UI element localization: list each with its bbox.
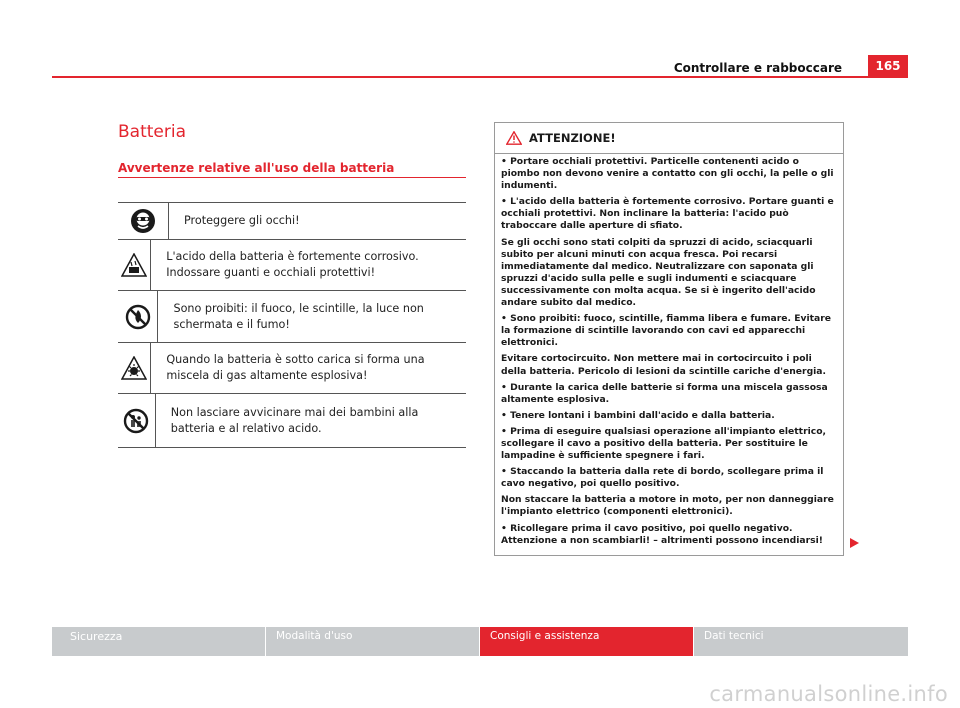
warning-paragraph: Se gli occhi sono stati colpiti da spruzzi di acido, sciacquarli subito per alcuni minuti con acqua fresca. Poi recarsi immediatamente dal medico. Neutralizzare con saponata gli spruzzi d'acido sulla pelle e sugli indumenti e sciacquare successivamente con molta acqua. Se si è ingerito dell'acido andare subito dal medico. — [501, 236, 816, 309]
warning-text: Non lasciare avvicinare mai dei bambini alla batteria e al relativo acido. — [170, 405, 419, 435]
explosive-icon — [118, 343, 151, 393]
subtitle-rule — [118, 177, 466, 178]
warning-paragraph: • L'acido della batteria è fortemente corrosivo. Portare guanti e occhiali protettivi. Non inclinare la batteria: l'acido può traboccare dalle aperture di sfiato. — [501, 196, 834, 232]
warning-text: Proteggere gli occhi! — [184, 214, 300, 227]
header-rule — [52, 76, 908, 78]
no-fire-icon — [118, 291, 158, 342]
table-row — [118, 240, 466, 291]
table-row — [118, 343, 466, 394]
chapter-tabs — [52, 627, 908, 656]
warning-paragraph: • Sono proibiti: fuoco, scintille, fiamma libera e fumare. Evitare la formazione di scintille lavorando con cavi ed apparecchi elettronici. — [501, 313, 831, 349]
watermark: carmanualsonline.info — [709, 682, 948, 706]
warning-paragraph: Non staccare la batteria a motore in moto, per non danneggiare l'impianto elettrico (componenti elettronici). — [501, 494, 834, 518]
corrosive-icon — [118, 240, 151, 290]
continue-arrow-icon — [850, 538, 859, 548]
warning-text: Sono proibiti: il fuoco, le scintille, la luce non schermata e il fumo! — [173, 301, 424, 331]
table-row — [118, 394, 466, 448]
warning-paragraph: • Tenere lontani i bambini dall'acido e dalla batteria. — [501, 409, 775, 421]
no-children-icon — [118, 394, 156, 447]
eye-protection-icon — [118, 203, 169, 239]
tab-dati-tecnici[interactable]: Dati tecnici — [694, 627, 908, 656]
warning-symbols-table — [118, 202, 466, 448]
warning-box-title: ATTENZIONE! — [529, 131, 616, 145]
warning-box-header — [495, 123, 843, 153]
tab-modalita-uso[interactable]: Modalità d'uso — [266, 627, 480, 656]
table-row — [118, 203, 466, 240]
page-title: Batteria — [118, 122, 186, 142]
warning-paragraph: • Durante la carica delle batterie si forma una miscela gassosa altamente esplosiva. — [501, 381, 828, 405]
warning-triangle-icon — [506, 131, 522, 145]
warning-box-divider — [495, 153, 843, 154]
section-subtitle: Avvertenze relative all'uso della batteria — [118, 161, 395, 175]
warning-paragraph: Evitare cortocircuito. Non mettere mai in cortocircuito i poli della batteria. Pericolo di lesioni da scintille cariche d'energia. — [501, 353, 826, 377]
warning-paragraph: • Staccando la batteria dalla rete di bordo, scollegare prima il cavo negativo, poi quello positivo. — [501, 466, 824, 490]
warning-box-body — [501, 156, 839, 551]
table-row — [118, 291, 466, 343]
page-number: 165 — [868, 55, 908, 78]
tab-consigli-assistenza[interactable]: Consigli e assistenza — [480, 627, 694, 656]
tab-sicurezza[interactable]: Sicurezza — [52, 627, 266, 656]
warning-paragraph: • Ricollegare prima il cavo positivo, poi quello negativo. Attenzione a non scambiarli! – altrimenti possono incendiarsi! — [501, 522, 823, 546]
warning-paragraph: • Prima di eseguire qualsiasi operazione all'impianto elettrico, scollegare il cavo a positivo della batteria. Per sostituire le lampadine è sufficiente spegnere i fari. — [501, 425, 826, 462]
running-header-title: Controllare e rabboccare — [673, 61, 842, 75]
warning-text: Quando la batteria è sotto carica si forma una miscela di gas altamente esplosiva! — [166, 353, 425, 382]
warning-text: L'acido della batteria è fortemente corrosivo. Indossare guanti e occhiali protettivi! — [166, 250, 419, 279]
warning-paragraph: • Portare occhiali protettivi. Particelle contenenti acido o piombo non devono venire a contatto con gli occhi, la pelle o gli indumenti. — [501, 156, 834, 192]
warning-box — [494, 122, 844, 556]
